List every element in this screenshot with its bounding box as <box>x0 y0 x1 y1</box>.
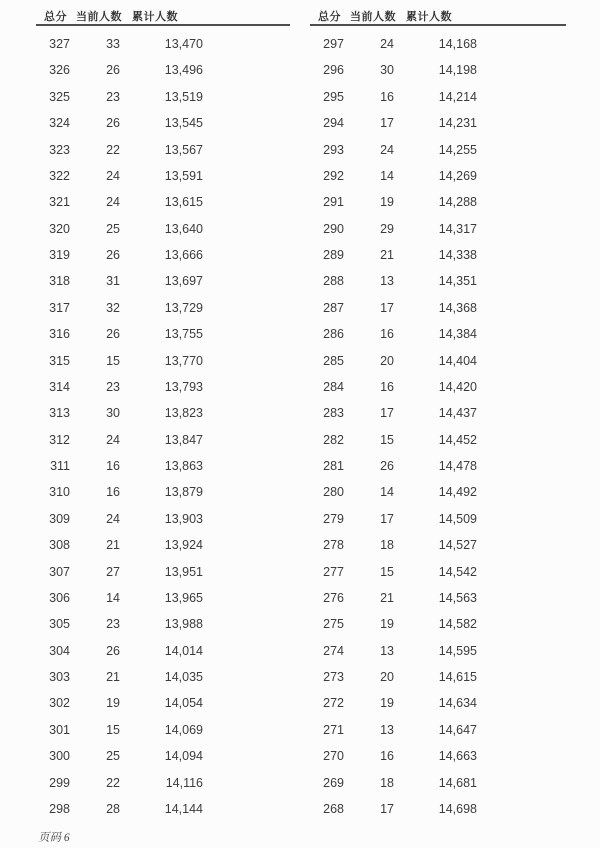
cumulative-count-cell: 14,492 <box>438 485 477 500</box>
table-row <box>36 295 290 321</box>
cumulative-count-cell: 13,615 <box>164 195 203 210</box>
cumulative-count-cell: 14,144 <box>164 801 203 816</box>
score-cell: 327 <box>49 37 70 51</box>
table-row <box>310 84 566 110</box>
table-header <box>36 8 290 24</box>
header-current-count: 当前人数 <box>76 11 122 23</box>
current-count-cell: 32 <box>106 300 120 315</box>
table-body <box>36 26 290 822</box>
cumulative-count-cell: 13,965 <box>164 590 203 605</box>
cumulative-count-cell: 13,591 <box>164 168 203 183</box>
cumulative-count-cell: 14,351 <box>438 274 477 289</box>
current-count-cell: 26 <box>106 63 120 78</box>
table-row <box>36 585 290 611</box>
table-row <box>310 110 566 136</box>
current-count-cell: 30 <box>106 406 120 421</box>
table-row <box>310 374 566 400</box>
cumulative-count-cell: 13,666 <box>164 248 203 262</box>
score-cell: 269 <box>323 775 344 790</box>
current-count-cell: 15 <box>380 564 394 579</box>
score-cell: 292 <box>323 168 344 183</box>
score-table-right <box>310 8 566 822</box>
current-count-cell: 22 <box>106 142 120 157</box>
table-row <box>310 427 566 453</box>
current-count-cell: 14 <box>106 590 120 605</box>
current-count-cell: 15 <box>106 722 120 737</box>
score-cell: 278 <box>323 538 344 553</box>
table-row <box>36 31 290 57</box>
cumulative-count-cell: 14,563 <box>438 590 477 605</box>
current-count-cell: 20 <box>380 670 394 684</box>
current-count-cell: 13 <box>380 643 394 658</box>
cumulative-count-cell: 14,338 <box>438 248 477 262</box>
score-cell: 316 <box>49 327 70 342</box>
cumulative-count-cell: 14,384 <box>438 327 477 342</box>
cumulative-count-cell: 14,634 <box>438 696 477 711</box>
score-cell: 305 <box>49 617 70 632</box>
table-row <box>310 400 566 426</box>
cumulative-count-cell: 14,069 <box>164 722 203 737</box>
table-row <box>36 532 290 558</box>
score-cell: 309 <box>49 511 70 526</box>
score-cell: 325 <box>49 89 70 104</box>
table-row <box>310 163 566 189</box>
cumulative-count-cell: 13,988 <box>164 617 203 632</box>
cumulative-count-cell: 14,255 <box>438 142 477 157</box>
cumulative-count-cell: 14,452 <box>438 432 477 447</box>
table-row <box>36 400 290 426</box>
table-row <box>310 611 566 637</box>
table-row <box>310 638 566 664</box>
score-cell: 307 <box>49 564 70 579</box>
cumulative-count-cell: 13,903 <box>164 511 203 526</box>
score-cell: 308 <box>49 538 70 553</box>
cumulative-count-cell: 14,542 <box>438 564 477 579</box>
cumulative-count-cell: 13,770 <box>164 353 203 368</box>
score-cell: 294 <box>323 116 344 131</box>
score-cell: 306 <box>49 590 70 605</box>
current-count-cell: 24 <box>106 432 120 447</box>
table-row <box>310 31 566 57</box>
current-count-cell: 16 <box>380 749 394 764</box>
current-count-cell: 14 <box>380 168 394 183</box>
table-row <box>310 664 566 690</box>
table-body <box>310 26 566 822</box>
table-row <box>36 189 290 215</box>
score-cell: 321 <box>49 195 70 210</box>
table-row <box>310 585 566 611</box>
score-cell: 280 <box>323 485 344 500</box>
table-row <box>36 717 290 743</box>
cumulative-count-cell: 14,014 <box>164 643 203 658</box>
current-count-cell: 16 <box>106 485 120 500</box>
table-row <box>36 638 290 664</box>
cumulative-count-cell: 14,437 <box>438 406 477 421</box>
table-row <box>36 348 290 374</box>
current-count-cell: 16 <box>380 379 394 394</box>
score-cell: 285 <box>323 353 344 368</box>
score-cell: 326 <box>49 63 70 78</box>
cumulative-count-cell: 14,317 <box>438 221 477 236</box>
table-row <box>310 453 566 479</box>
score-cell: 303 <box>49 670 70 684</box>
table-row <box>36 268 290 294</box>
score-cell: 279 <box>323 511 344 526</box>
score-table-left <box>36 8 290 822</box>
current-count-cell: 24 <box>106 168 120 183</box>
current-count-cell: 17 <box>380 300 394 315</box>
cumulative-count-cell: 14,478 <box>438 459 477 473</box>
table-row <box>36 664 290 690</box>
current-count-cell: 19 <box>380 195 394 210</box>
score-cell: 304 <box>49 643 70 658</box>
current-count-cell: 24 <box>106 195 120 210</box>
table-row <box>310 189 566 215</box>
score-cell: 298 <box>49 801 70 816</box>
header-cumulative-count: 累计人数 <box>132 11 178 23</box>
current-count-cell: 26 <box>380 459 394 473</box>
table-row <box>36 770 290 796</box>
table-row <box>36 84 290 110</box>
score-cell: 282 <box>323 432 344 447</box>
score-cell: 277 <box>323 564 344 579</box>
cumulative-count-cell: 14,698 <box>438 801 477 816</box>
cumulative-count-cell: 14,615 <box>438 670 477 684</box>
current-count-cell: 15 <box>106 353 120 368</box>
current-count-cell: 23 <box>106 617 120 632</box>
score-cell: 270 <box>323 749 344 764</box>
table-row <box>36 559 290 585</box>
table-row <box>36 321 290 347</box>
current-count-cell: 26 <box>106 116 120 131</box>
table-row <box>36 690 290 716</box>
current-count-cell: 30 <box>380 63 394 78</box>
score-cell: 283 <box>323 406 344 421</box>
cumulative-count-cell: 14,368 <box>438 300 477 315</box>
score-cell: 310 <box>49 485 70 500</box>
cumulative-count-cell: 14,681 <box>438 775 477 790</box>
cumulative-count-cell: 13,470 <box>164 37 203 51</box>
table-row <box>36 479 290 505</box>
cumulative-count-cell: 13,755 <box>164 327 203 342</box>
table-row <box>36 57 290 83</box>
score-cell: 271 <box>323 722 344 737</box>
table-row <box>36 163 290 189</box>
cumulative-count-cell: 13,567 <box>164 142 203 157</box>
table-row <box>36 427 290 453</box>
current-count-cell: 17 <box>380 801 394 816</box>
score-cell: 284 <box>323 379 344 394</box>
current-count-cell: 28 <box>106 801 120 816</box>
current-count-cell: 13 <box>380 722 394 737</box>
current-count-cell: 26 <box>106 327 120 342</box>
current-count-cell: 17 <box>380 511 394 526</box>
cumulative-count-cell: 14,116 <box>165 775 203 790</box>
cumulative-count-cell: 13,697 <box>164 274 203 289</box>
table-row <box>310 743 566 769</box>
current-count-cell: 23 <box>106 379 120 394</box>
table-row <box>310 348 566 374</box>
header-current-count: 当前人数 <box>350 11 396 23</box>
cumulative-count-cell: 13,847 <box>164 432 203 447</box>
cumulative-count-cell: 14,214 <box>438 89 477 104</box>
score-cell: 287 <box>323 300 344 315</box>
cumulative-count-cell: 14,647 <box>438 722 477 737</box>
current-count-cell: 15 <box>380 432 394 447</box>
cumulative-count-cell: 14,054 <box>164 696 203 711</box>
cumulative-count-cell: 13,793 <box>164 379 203 394</box>
table-row <box>310 321 566 347</box>
header-cumulative-count: 累计人数 <box>406 11 452 23</box>
score-cell: 322 <box>49 168 70 183</box>
table-row <box>36 611 290 637</box>
current-count-cell: 24 <box>380 142 394 157</box>
score-cell: 297 <box>323 37 344 51</box>
table-row <box>36 110 290 136</box>
current-count-cell: 14 <box>380 485 394 500</box>
score-cell: 301 <box>49 722 70 737</box>
table-row <box>310 57 566 83</box>
table-row <box>310 770 566 796</box>
score-cell: 323 <box>49 142 70 157</box>
current-count-cell: 33 <box>106 37 120 51</box>
cumulative-count-cell: 14,198 <box>438 63 477 78</box>
score-cell: 286 <box>323 327 344 342</box>
score-cell: 274 <box>323 643 344 658</box>
current-count-cell: 20 <box>380 353 394 368</box>
table-row <box>310 216 566 242</box>
current-count-cell: 24 <box>106 511 120 526</box>
score-cell: 300 <box>49 749 70 764</box>
score-cell: 290 <box>323 221 344 236</box>
score-cell: 314 <box>49 379 70 394</box>
cumulative-count-cell: 14,582 <box>438 617 477 632</box>
current-count-cell: 21 <box>106 538 120 553</box>
cumulative-count-cell: 14,404 <box>438 353 477 368</box>
current-count-cell: 17 <box>380 406 394 421</box>
current-count-cell: 16 <box>380 327 394 342</box>
cumulative-count-cell: 14,035 <box>164 670 203 684</box>
table-row <box>310 690 566 716</box>
score-cell: 288 <box>323 274 344 289</box>
cumulative-count-cell: 14,595 <box>438 643 477 658</box>
score-cell: 312 <box>49 432 70 447</box>
current-count-cell: 27 <box>106 564 120 579</box>
score-cell: 311 <box>50 459 70 473</box>
score-cell: 293 <box>323 142 344 157</box>
current-count-cell: 31 <box>106 274 120 289</box>
score-cell: 302 <box>49 696 70 711</box>
table-row <box>36 242 290 268</box>
cumulative-count-cell: 13,519 <box>164 89 203 104</box>
table-row <box>36 743 290 769</box>
score-cell: 273 <box>323 670 344 684</box>
page-number-footer: 页码 6 <box>38 832 70 844</box>
current-count-cell: 19 <box>380 696 394 711</box>
current-count-cell: 25 <box>106 221 120 236</box>
cumulative-count-cell: 14,420 <box>438 379 477 394</box>
current-count-cell: 24 <box>380 37 394 51</box>
cumulative-count-cell: 13,496 <box>164 63 203 78</box>
score-cell: 281 <box>323 459 344 473</box>
table-row <box>310 479 566 505</box>
table-row <box>310 268 566 294</box>
current-count-cell: 16 <box>380 89 394 104</box>
cumulative-count-cell: 13,863 <box>164 459 203 473</box>
cumulative-count-cell: 14,094 <box>164 749 203 764</box>
cumulative-count-cell: 14,663 <box>438 749 477 764</box>
score-cell: 272 <box>323 696 344 711</box>
current-count-cell: 19 <box>106 696 120 711</box>
current-count-cell: 21 <box>106 670 120 684</box>
table-row <box>310 137 566 163</box>
current-count-cell: 21 <box>380 248 394 262</box>
score-cell: 319 <box>49 248 70 262</box>
table-row <box>36 374 290 400</box>
cumulative-count-cell: 14,168 <box>438 37 477 51</box>
current-count-cell: 18 <box>380 538 394 553</box>
score-cell: 276 <box>323 590 344 605</box>
score-cell: 289 <box>323 248 344 262</box>
current-count-cell: 13 <box>380 274 394 289</box>
current-count-cell: 23 <box>106 89 120 104</box>
current-count-cell: 19 <box>380 617 394 632</box>
table-header <box>310 8 566 24</box>
table-row <box>310 796 566 822</box>
cumulative-count-cell: 13,545 <box>164 116 203 131</box>
table-row <box>36 796 290 822</box>
table-row <box>310 295 566 321</box>
cumulative-count-cell: 14,527 <box>438 538 477 553</box>
current-count-cell: 17 <box>380 116 394 131</box>
current-count-cell: 25 <box>106 749 120 764</box>
header-total-score: 总分 <box>44 11 67 23</box>
cumulative-count-cell: 13,924 <box>164 538 203 553</box>
current-count-cell: 22 <box>106 775 120 790</box>
score-cell: 313 <box>49 406 70 421</box>
cumulative-count-cell: 13,729 <box>164 300 203 315</box>
score-cell: 315 <box>49 353 70 368</box>
score-cell: 291 <box>323 195 344 210</box>
table-row <box>310 717 566 743</box>
score-cell: 275 <box>323 617 344 632</box>
current-count-cell: 26 <box>106 248 120 262</box>
table-row <box>36 216 290 242</box>
table-row <box>310 559 566 585</box>
current-count-cell: 21 <box>380 590 394 605</box>
score-cell: 296 <box>323 63 344 78</box>
cumulative-count-cell: 13,823 <box>164 406 203 421</box>
header-total-score: 总分 <box>318 11 341 23</box>
table-row <box>310 532 566 558</box>
cumulative-count-cell: 13,879 <box>164 485 203 500</box>
current-count-cell: 16 <box>106 459 120 473</box>
table-row <box>310 242 566 268</box>
table-row <box>36 453 290 479</box>
cumulative-count-cell: 13,640 <box>164 221 203 236</box>
table-row <box>36 137 290 163</box>
score-cell: 268 <box>323 801 344 816</box>
score-cell: 320 <box>49 221 70 236</box>
current-count-cell: 18 <box>380 775 394 790</box>
cumulative-count-cell: 14,509 <box>438 511 477 526</box>
cumulative-count-cell: 14,269 <box>438 168 477 183</box>
table-row <box>310 506 566 532</box>
current-count-cell: 26 <box>106 643 120 658</box>
score-cell: 324 <box>49 116 70 131</box>
cumulative-count-cell: 14,231 <box>438 116 477 131</box>
score-cell: 317 <box>49 300 70 315</box>
cumulative-count-cell: 13,951 <box>164 564 203 579</box>
score-cell: 318 <box>49 274 70 289</box>
score-cell: 295 <box>323 89 344 104</box>
cumulative-count-cell: 14,288 <box>438 195 477 210</box>
table-row <box>36 506 290 532</box>
current-count-cell: 29 <box>380 221 394 236</box>
score-cell: 299 <box>49 775 70 790</box>
